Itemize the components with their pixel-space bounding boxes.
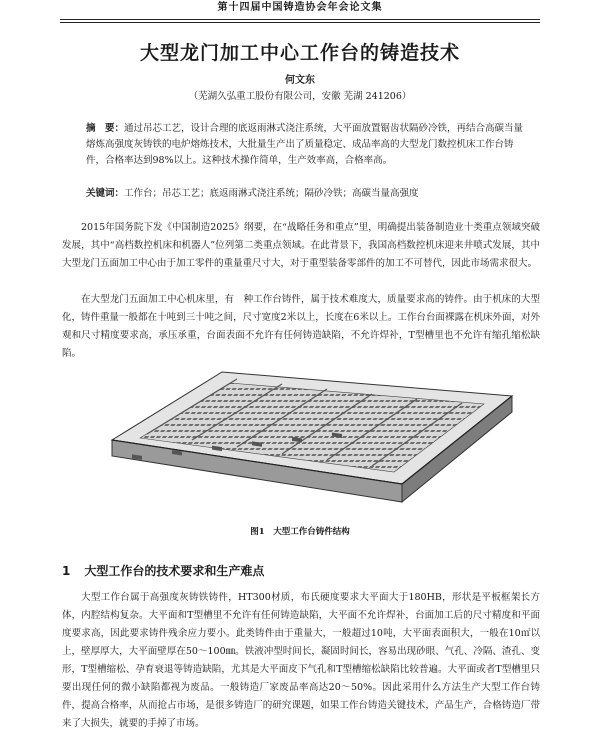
header-rule-thin: [60, 22, 540, 23]
abstract: [86, 121, 526, 169]
keywords-text: 工作台；吊芯工艺；底返雨淋式浇注系统；隔砂冷铁；高碳当量高强度: [124, 188, 419, 199]
intro-paragraph-1: 2015年国务院下发《中国制造2025》纲要，在“战略任务和重点”里，明确提出装备制造业十类重点领域突破发展，其中“高档数控机床和机器人”位列第二类重点领域。在此背景下，我国高档数控机床迎来井喷式发展，其中大型龙门五面加工中心由于加工零件的重量重尺寸大，对于重型装备零部件的加工不可替代，因此市场需求很大。: [62, 222, 540, 269]
section-heading: [62, 562, 264, 579]
affiliation: （芜湖久弘重工股份有限公司，安徽 芜湖 241206）: [188, 91, 412, 102]
running-header: 第十四届中国铸造协会年会论文集: [217, 2, 383, 13]
section-1-paragraph: 大型工作台属于高强度灰铸铁铸件，HT300材质，布氏硬度要求大平面大于180HB，形状是平板框架长方体，内腔结构复杂。大平面和T型槽里不允许有任何铸造缺陷，大平面不允许焊补，台面加工后的尺寸精度和平面度要求高，因此要求铸件残余应力要小。此类铸件由于重量大，一般超过10吨，大平面表面积大，一般在10㎡以上，壁厚厚大，大平面壁厚在50～100㎜。铁液冲型时间长，凝固时间长，容易出现砂眼、气孔、冷隔、渣孔、变形，T型槽缩松、孕育衰退等铸造缺陷，尤其是大平面皮下气孔和T型槽缩松缺陷比较普遍。大平面或者T型槽里只要出现任何的微小缺陷都视为废品。一般铸造厂家废品率高达20～50%。因此采用什么方法生产大型工作台铸件，提高合格率，从而抢占市场，是很多铸造厂的研究课题，如果工作台铸造关键技术，产品生产，合格铸造厂带来了大损失，就要的手掉了市场。: [62, 592, 540, 729]
abstract-text: 通过吊芯工艺，设计合理的底返雨淋式浇注系统，大平面放置锯齿状隔砂冷铁，再结合高碳当量熔炼高强度灰铸铁的电炉熔炼技术，大批量生产出了质量稳定、成品率高的大型龙门数控机床工作台铸件，合格率达到98%以上。这种技术操作简单，生产效率高，合格率高。: [86, 123, 524, 166]
intro-paragraph-2: 在大型龙门五面加工中心机床里，有 种工作台铸件，属于技术难度大，质量要求高的铸件。由于机床的大型化，铸件重量一般都在十吨到三十吨之间，尺寸宽度2米以上，长度在6米以上。工作台台面裸露在机床外面，对外观和尺寸精度要求高，承压承重，台面表面不允许有任何铸造缺陷，不允许焊补，T型槽里也不允许有缩孔缩松缺陷。: [62, 294, 540, 359]
section-title: 大型工作台的技术要求和生产难点: [84, 564, 265, 578]
header-rule: [60, 19, 540, 20]
section-number: 1: [62, 564, 71, 578]
figure-caption: 图1 大型工作台铸件结构: [250, 527, 350, 537]
author: 何文东: [285, 75, 315, 86]
worktable-casting-figure: [72, 352, 528, 520]
abstract-label: 摘 要：: [86, 123, 125, 134]
keywords-label: 关键词：: [86, 188, 125, 199]
keywords: [86, 186, 526, 202]
paper-title: 大型龙门加工中心工作台的铸造技术: [139, 42, 460, 64]
